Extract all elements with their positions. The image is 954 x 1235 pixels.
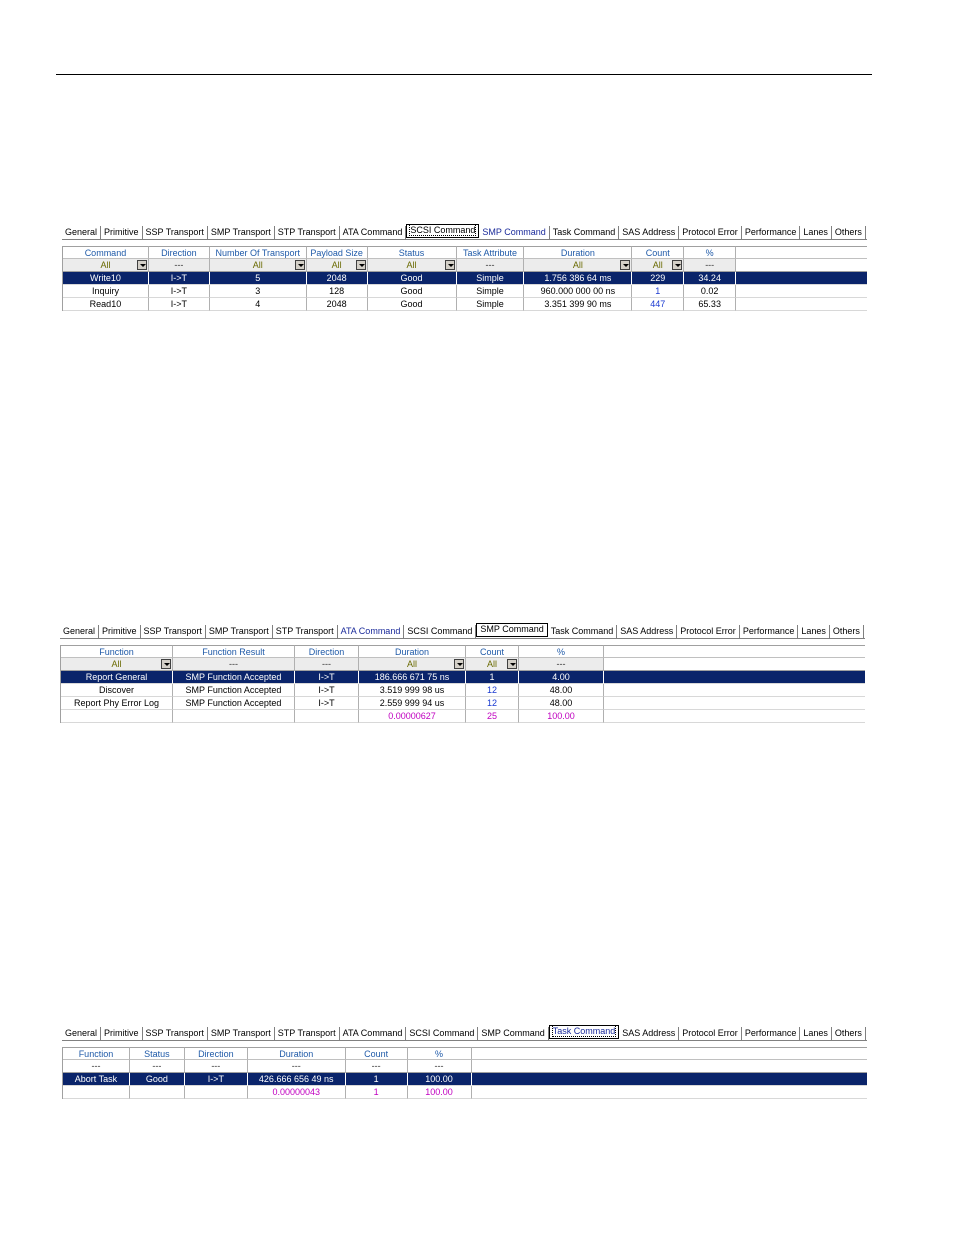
cell-duration: 426.666 656 49 ns xyxy=(248,1073,346,1086)
cell-count[interactable]: 12 xyxy=(466,697,519,710)
tab-ssp-transport[interactable]: SSP Transport xyxy=(143,226,208,239)
direction-filter: --- xyxy=(295,658,359,671)
tab-stp-transport[interactable]: STP Transport xyxy=(275,226,340,239)
cell-count[interactable]: 12 xyxy=(466,684,519,697)
total-empty xyxy=(63,1086,130,1099)
cell-percent: 65.33 xyxy=(684,298,736,311)
cell-task-attribute: Simple xyxy=(457,285,525,298)
empty-cell xyxy=(604,710,865,723)
count-filter[interactable] xyxy=(466,658,519,671)
filter-row xyxy=(63,259,867,272)
column-header[interactable]: Duration xyxy=(524,246,632,259)
total-empty xyxy=(61,710,173,723)
column-header[interactable]: % xyxy=(519,645,604,658)
cell-transport: 3 xyxy=(210,285,307,298)
tab-label: SCSI Command xyxy=(410,225,476,235)
totals-row xyxy=(63,1086,867,1099)
column-header[interactable]: % xyxy=(408,1047,472,1060)
tab-general[interactable]: General xyxy=(62,226,101,239)
tab-scsi-command[interactable]: SCSI Command xyxy=(404,625,476,638)
dropdown-arrow-icon[interactable] xyxy=(137,260,147,270)
tab-general[interactable]: General xyxy=(60,625,99,638)
total-count: 25 xyxy=(466,710,519,723)
duration-filter: --- xyxy=(248,1060,346,1073)
tab-bar xyxy=(62,1026,867,1041)
cell-function: Report General xyxy=(61,671,173,684)
cell-command: Read10 xyxy=(63,298,149,311)
cell-function: Report Phy Error Log xyxy=(61,697,173,710)
table-header-row xyxy=(61,645,865,658)
empty-cell xyxy=(472,1086,868,1099)
scsi-command-panel xyxy=(62,225,867,311)
filter-value: All xyxy=(572,260,583,270)
tab-stp-transport[interactable]: STP Transport xyxy=(275,1027,340,1040)
percent-filter: --- xyxy=(684,259,736,272)
empty-cell xyxy=(736,298,867,311)
duration-filter[interactable] xyxy=(359,658,466,671)
smp-command-panel xyxy=(60,624,865,723)
filter-value: All xyxy=(652,260,663,270)
column-header[interactable]: % xyxy=(684,246,736,259)
cell-percent: 0.02 xyxy=(684,285,736,298)
tab-performance[interactable]: Performance xyxy=(742,226,801,239)
column-header[interactable]: Duration xyxy=(248,1047,346,1060)
tab-label: SMP Command xyxy=(480,624,544,634)
dropdown-arrow-icon[interactable] xyxy=(445,260,455,270)
empty-cell xyxy=(604,671,865,684)
cell-percent: 100.00 xyxy=(408,1073,472,1086)
payload-filter[interactable] xyxy=(307,259,368,272)
total-empty xyxy=(185,1086,248,1099)
dropdown-arrow-icon[interactable] xyxy=(454,659,464,669)
tab-sas-address[interactable]: SAS Address xyxy=(619,226,679,239)
tab-scsi-command[interactable]: SCSI Command xyxy=(406,1027,478,1040)
cell-command: Inquiry xyxy=(63,285,149,298)
cell-duration: 1.756 386 64 ms xyxy=(524,272,632,285)
table-row[interactable] xyxy=(63,298,867,311)
filter-value: All xyxy=(406,260,417,270)
empty-cell xyxy=(736,272,867,285)
table-header-row xyxy=(63,246,867,259)
table-row[interactable] xyxy=(63,272,867,285)
empty-cell xyxy=(736,285,867,298)
total-duration: 0.00000043 xyxy=(248,1086,346,1099)
direction-filter: --- xyxy=(185,1060,248,1073)
cell-duration: 960.000 000 00 ns xyxy=(524,285,632,298)
filter-value: All xyxy=(406,659,417,669)
cell-count[interactable]: 229 xyxy=(632,272,684,285)
column-header[interactable]: Direction xyxy=(185,1047,248,1060)
tab-ssp-transport[interactable]: SSP Transport xyxy=(141,625,206,638)
dropdown-arrow-icon[interactable] xyxy=(295,260,305,270)
column-header[interactable]: Status xyxy=(368,246,457,259)
dropdown-arrow-icon[interactable] xyxy=(672,260,682,270)
tab-general[interactable]: General xyxy=(62,1027,101,1040)
cell-direction: I->T xyxy=(149,285,210,298)
column-header[interactable]: Direction xyxy=(149,246,210,259)
percent-filter: --- xyxy=(408,1060,472,1073)
filter-value: All xyxy=(252,260,263,270)
tab-others[interactable]: Others xyxy=(832,1027,866,1040)
dropdown-arrow-icon[interactable] xyxy=(620,260,630,270)
tab-label: Task Command xyxy=(552,1026,616,1036)
tab-primitive[interactable]: Primitive xyxy=(99,625,141,638)
cell-status: Good xyxy=(368,285,457,298)
cell-duration: 3.519 999 98 us xyxy=(359,684,466,697)
tab-task-command[interactable]: Task Command xyxy=(548,625,618,638)
total-percent: 100.00 xyxy=(408,1086,472,1099)
tab-primitive[interactable]: Primitive xyxy=(101,1027,143,1040)
column-header[interactable]: Direction xyxy=(295,645,359,658)
total-duration: 0.00000627 xyxy=(359,710,466,723)
totals-row xyxy=(61,710,865,723)
table-row[interactable] xyxy=(63,285,867,298)
scsi-command-table xyxy=(62,246,867,311)
tab-protocol-error[interactable]: Protocol Error xyxy=(679,1027,742,1040)
function-filter: --- xyxy=(63,1060,130,1073)
tab-protocol-error[interactable]: Protocol Error xyxy=(677,625,740,638)
empty-cell xyxy=(604,684,865,697)
cell-direction: I->T xyxy=(295,697,359,710)
column-header[interactable]: Duration xyxy=(359,645,466,658)
filter-row xyxy=(61,658,865,671)
cell-percent: 48.00 xyxy=(519,684,604,697)
cell-payload: 128 xyxy=(307,285,368,298)
tab-lanes[interactable]: Lanes xyxy=(798,625,830,638)
column-header[interactable]: Status xyxy=(130,1047,185,1060)
tab-ata-command[interactable]: ATA Command xyxy=(338,625,405,638)
cell-function-result: SMP Function Accepted xyxy=(173,671,295,684)
cell-count[interactable]: 1 xyxy=(346,1073,408,1086)
cell-count[interactable]: 1 xyxy=(632,285,684,298)
tab-task-command[interactable] xyxy=(549,1025,620,1039)
percent-filter: --- xyxy=(519,658,604,671)
tab-lanes[interactable]: Lanes xyxy=(800,1027,832,1040)
task-command-table xyxy=(62,1047,867,1099)
tab-smp-transport[interactable]: SMP Transport xyxy=(208,226,275,239)
cell-status: Good xyxy=(368,272,457,285)
empty-column-header xyxy=(604,645,865,658)
function-filter[interactable] xyxy=(61,658,173,671)
smp-command-table xyxy=(60,645,865,723)
cell-function-result: SMP Function Accepted xyxy=(173,684,295,697)
tab-stp-transport[interactable]: STP Transport xyxy=(273,625,338,638)
cell-direction: I->T xyxy=(185,1073,248,1086)
column-header[interactable]: Count xyxy=(466,645,519,658)
command-filter[interactable] xyxy=(63,259,149,272)
status-filter: --- xyxy=(130,1060,185,1073)
count-filter: --- xyxy=(346,1060,408,1073)
column-header[interactable]: Function Result xyxy=(173,645,295,658)
cell-direction: I->T xyxy=(149,298,210,311)
dropdown-arrow-icon[interactable] xyxy=(507,659,517,669)
column-header[interactable]: Payload Size xyxy=(307,246,368,259)
filter-row xyxy=(63,1060,867,1073)
header-rule xyxy=(56,74,872,75)
cell-payload: 2048 xyxy=(307,298,368,311)
cell-payload: 2048 xyxy=(307,272,368,285)
tab-primitive[interactable]: Primitive xyxy=(101,226,143,239)
task-attribute-filter: --- xyxy=(457,259,525,272)
column-header[interactable]: Task Attribute xyxy=(457,246,525,259)
cell-duration: 3.351 399 90 ms xyxy=(524,298,632,311)
filter-value: All xyxy=(111,659,122,669)
tab-scsi-command[interactable] xyxy=(406,224,479,238)
tab-ata-command[interactable]: ATA Command xyxy=(340,226,407,239)
tab-performance[interactable]: Performance xyxy=(742,1027,801,1040)
tab-lanes[interactable]: Lanes xyxy=(800,226,832,239)
duration-filter[interactable] xyxy=(524,259,632,272)
table-row[interactable] xyxy=(61,671,865,684)
empty-column-header xyxy=(472,1047,868,1060)
direction-filter: --- xyxy=(149,259,210,272)
tab-task-command[interactable]: Task Command xyxy=(550,226,620,239)
cell-duration: 186.666 671 75 ns xyxy=(359,671,466,684)
cell-percent: 4.00 xyxy=(519,671,604,684)
empty-cell xyxy=(472,1073,868,1086)
cell-count[interactable]: 1 xyxy=(466,671,519,684)
tab-smp-transport[interactable]: SMP Transport xyxy=(208,1027,275,1040)
cell-function: Abort Task xyxy=(63,1073,130,1086)
total-empty xyxy=(173,710,295,723)
column-header[interactable]: Count xyxy=(346,1047,408,1060)
table-row[interactable] xyxy=(61,697,865,710)
tab-bar xyxy=(60,624,865,639)
cell-task-attribute: Simple xyxy=(457,272,525,285)
column-header[interactable]: Function xyxy=(61,645,173,658)
tab-protocol-error[interactable]: Protocol Error xyxy=(679,226,742,239)
count-filter[interactable] xyxy=(632,259,684,272)
tab-smp-command[interactable] xyxy=(476,623,547,637)
table-row[interactable] xyxy=(61,684,865,697)
tab-others[interactable]: Others xyxy=(832,226,866,239)
tab-smp-command[interactable]: SMP Command xyxy=(479,226,549,239)
tab-smp-command[interactable]: SMP Command xyxy=(478,1027,548,1040)
column-header[interactable]: Function xyxy=(63,1047,130,1060)
function-result-filter: --- xyxy=(173,658,295,671)
dropdown-arrow-icon[interactable] xyxy=(356,260,366,270)
column-header[interactable]: Number Of Transport xyxy=(210,246,307,259)
cell-direction: I->T xyxy=(295,684,359,697)
column-header[interactable]: Command xyxy=(63,246,149,259)
cell-duration: 2.559 999 94 us xyxy=(359,697,466,710)
total-count: 1 xyxy=(346,1086,408,1099)
cell-count[interactable]: 447 xyxy=(632,298,684,311)
empty-cell xyxy=(604,658,865,671)
cell-function: Discover xyxy=(61,684,173,697)
empty-cell xyxy=(604,697,865,710)
cell-percent: 48.00 xyxy=(519,697,604,710)
cell-task-attribute: Simple xyxy=(457,298,525,311)
filter-value: All xyxy=(100,260,111,270)
table-header-row xyxy=(63,1047,867,1060)
tab-others[interactable]: Others xyxy=(830,625,864,638)
transport-filter[interactable] xyxy=(210,259,307,272)
tab-smp-transport[interactable]: SMP Transport xyxy=(206,625,273,638)
total-empty xyxy=(130,1086,185,1099)
empty-cell xyxy=(736,259,867,272)
cell-function-result: SMP Function Accepted xyxy=(173,697,295,710)
dropdown-arrow-icon[interactable] xyxy=(161,659,171,669)
tab-performance[interactable]: Performance xyxy=(740,625,799,638)
cell-direction: I->T xyxy=(295,671,359,684)
cell-command: Write10 xyxy=(63,272,149,285)
filter-value: All xyxy=(486,659,497,669)
empty-cell xyxy=(472,1060,868,1073)
total-percent: 100.00 xyxy=(519,710,604,723)
tab-bar xyxy=(62,225,867,240)
empty-column-header xyxy=(736,246,867,259)
tab-ata-command[interactable]: ATA Command xyxy=(340,1027,407,1040)
cell-status: Good xyxy=(130,1073,185,1086)
status-filter[interactable] xyxy=(368,259,457,272)
task-command-panel xyxy=(62,1026,867,1099)
cell-percent: 34.24 xyxy=(684,272,736,285)
total-empty xyxy=(295,710,359,723)
cell-status: Good xyxy=(368,298,457,311)
tab-ssp-transport[interactable]: SSP Transport xyxy=(143,1027,208,1040)
cell-direction: I->T xyxy=(149,272,210,285)
tab-sas-address[interactable]: SAS Address xyxy=(617,625,677,638)
table-row[interactable] xyxy=(63,1073,867,1086)
tab-sas-address[interactable]: SAS Address xyxy=(619,1027,679,1040)
filter-value: All xyxy=(331,260,342,270)
cell-transport: 4 xyxy=(210,298,307,311)
column-header[interactable]: Count xyxy=(632,246,684,259)
cell-transport: 5 xyxy=(210,272,307,285)
